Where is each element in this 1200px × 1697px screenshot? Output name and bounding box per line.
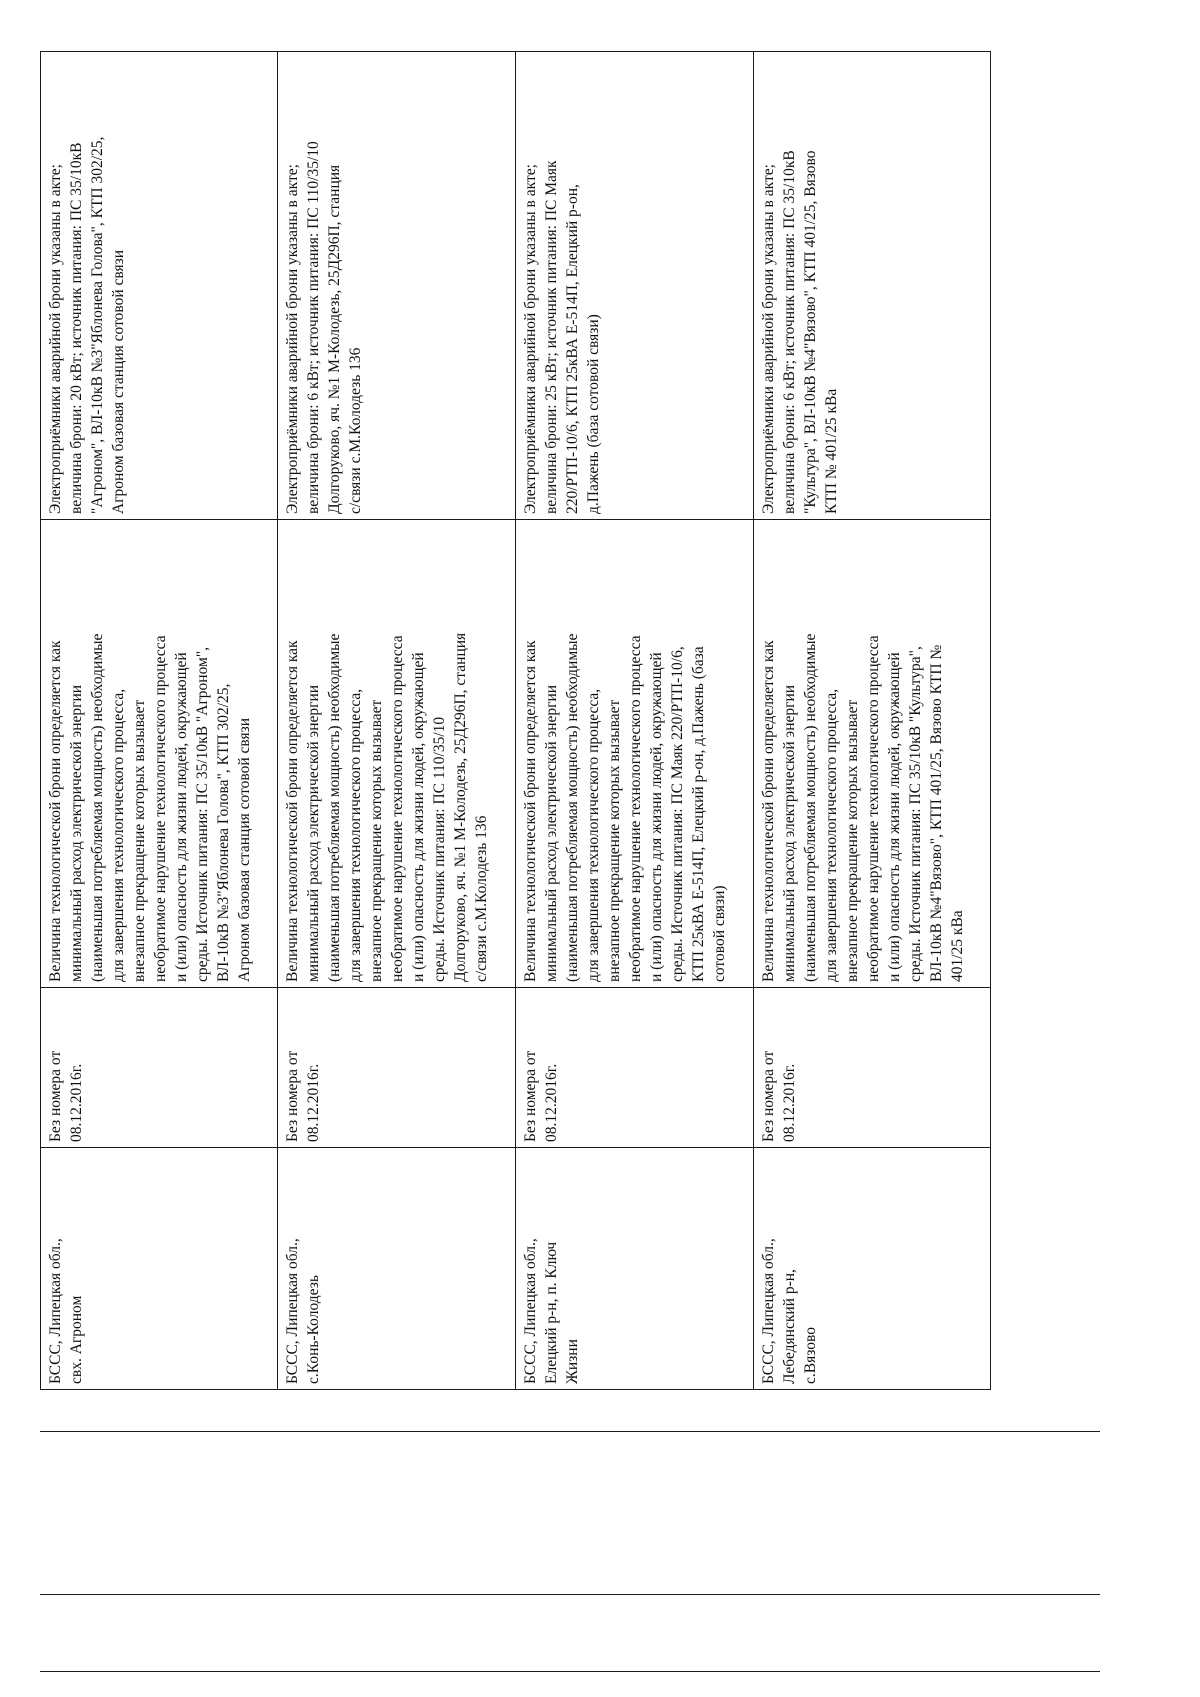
emergency-reserve-cell: Электроприёмники аварийной брони указаны в акте; величина брони: 20 кВт; источник питания: ПС 35/10кВ "Агроном", ВЛ-10кВ №3"Яблонева Голова", КТП 302/25, Агроном базовая станция сотовой связи [41, 52, 278, 520]
table-row [754, 52, 991, 1390]
table-row [278, 52, 516, 1390]
object-cell: БССС, Липецкая обл., с.Конь-Колодезь [278, 1148, 516, 1390]
tech-reserve-cell: Величина технологической брони определяется как минимальный расход электрической энергии (наименьшая потребляемая мощность) необходимые для завершения технологического процесса, внезапное прекращение которых вызывает необратимое нарушение технологического процесса и (или) опасность для жизни людей, окружающей среды. Источник питания: ПС 35/10кВ "Культура", ВЛ-10кВ №4"Вязово", КТП 401/25, Вязово КТП № 401/25 кВа [754, 520, 991, 988]
object-cell: БССС, Липецкая обл., Елецкий р-н, п. Ключ Жизни [516, 1148, 754, 1390]
document-cell: Без номера от 08.12.2016г. [516, 988, 754, 1148]
document-cell: Без номера от 08.12.2016г. [41, 988, 278, 1148]
emergency-reserve-cell: Электроприёмники аварийной брони указаны в акте; величина брони: 6 кВт; источник питания: ПС 110/35/10 Долгоруково, яч. №1 М-Колодезь, 25Д296П, станция с/связи с.М.Колодезь 136 [278, 52, 516, 520]
power-reserve-table [40, 51, 991, 1390]
signature-rule-top [40, 1671, 1100, 1672]
rotated-document-sheet [40, 50, 1100, 1690]
signature-rule-middle [40, 1594, 1100, 1595]
document-cell: Без номера от 08.12.2016г. [278, 988, 516, 1148]
table-row [41, 52, 278, 1390]
object-cell: БССС, Липецкая обл., свх. Агроном [41, 1148, 278, 1390]
emergency-reserve-cell: Электроприёмники аварийной брони указаны в акте; величина брони: 25 кВт; источник питания: ПС Маяк 220/РТП-10/6, КТП 25кВА Е-514П, Елецкий р-он, д.Пажень (база сотовой связи) [516, 52, 754, 520]
signature-rule-bottom [40, 1431, 1100, 1432]
tech-reserve-cell: Величина технологической брони определяется как минимальный расход электрической энергии (наименьшая потребляемая мощность) необходимые для завершения технологического процесса, внезапное прекращение которых вызывает необратимое нарушение технологического процесса и (или) опасность для жизни людей, окружающей среды. Источник питания: ПС 110/35/10 Долгоруково, яч. №1 М-Колодезь, 25Д296П, станция с/связи с.М.Колодезь 136 [278, 520, 516, 988]
emergency-reserve-cell: Электроприёмники аварийной брони указаны в акте; величина брони: 6 кВт; источник питания: ПС 35/10кВ "Культура", ВЛ-10кВ №4"Вязово", КТП 401/25, Вязово КТП № 401/25 кВа [754, 52, 991, 520]
document-cell: Без номера от 08.12.2016г. [754, 988, 991, 1148]
table-row [516, 52, 754, 1390]
tech-reserve-cell: Величина технологической брони определяется как минимальный расход электрической энергии (наименьшая потребляемая мощность) необходимые для завершения технологического процесса, внезапное прекращение которых вызывает необратимое нарушение технологического процесса и (или) опасность для жизни людей, окружающей среды. Источник питания: ПС Маяк 220/РТП-10/6, КТП 25кВА Е-514П, Елецкий р-он, д.Пажень (база сотовой связи) [516, 520, 754, 988]
object-cell: БССС, Липецкая обл., Лебедянский р-н, с.Вязово [754, 1148, 991, 1390]
tech-reserve-cell: Величина технологической брони определяется как минимальный расход электрической энергии (наименьшая потребляемая мощность) необходимые для завершения технологического процесса, внезапное прекращение которых вызывает необратимое нарушение технологического процесса и (или) опасность для жизни людей, окружающей среды. Источник питания: ПС 35/10кВ "Агроном", ВЛ-10кВ №3"Яблонева Голова", КТП 302/25, Агроном базовая станция сотовой связи [41, 520, 278, 988]
